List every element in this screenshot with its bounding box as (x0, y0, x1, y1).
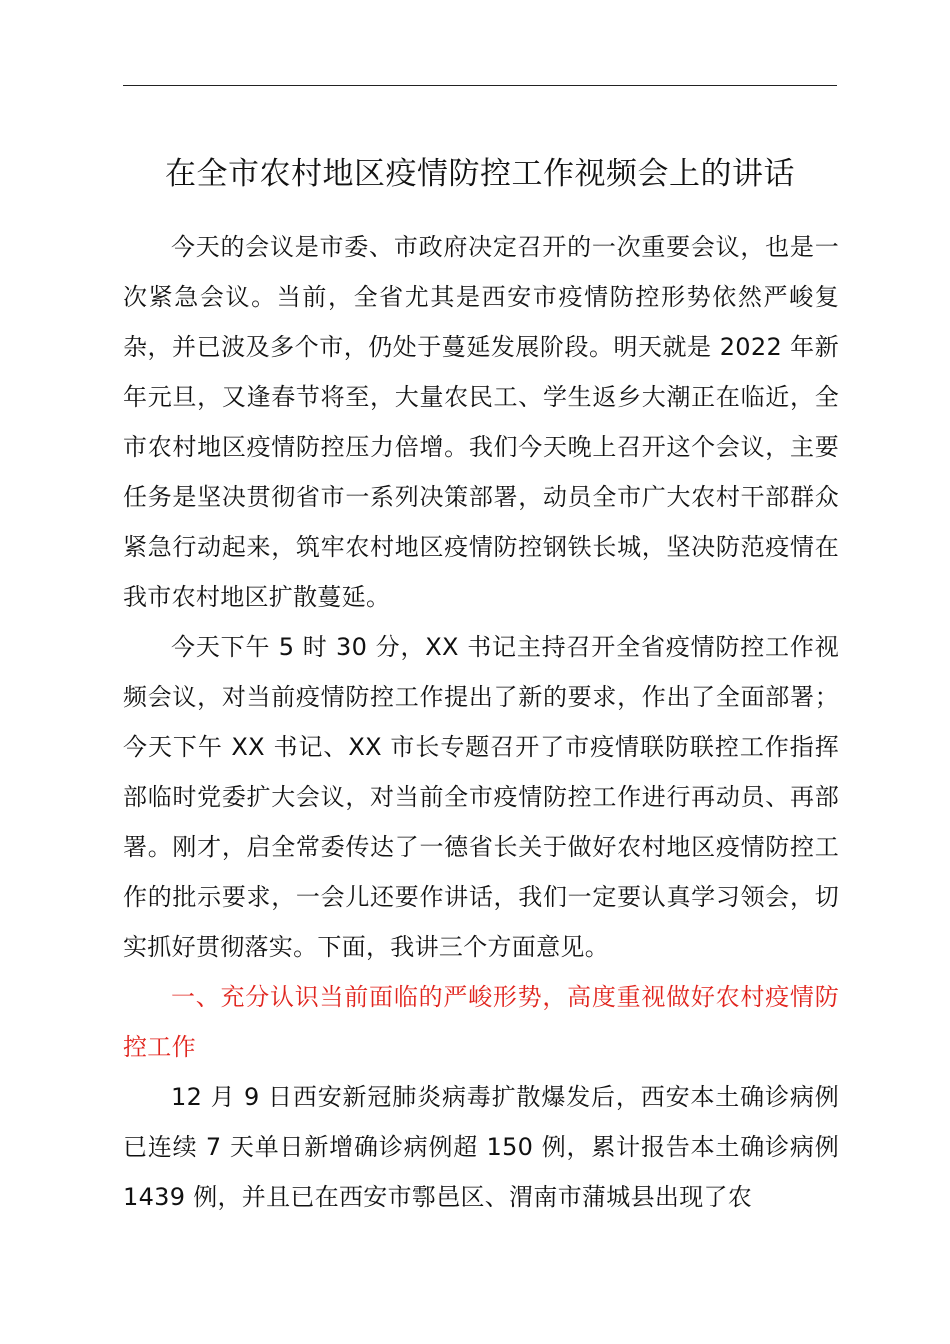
body-paragraph-2: 今天下午 5 时 30 分，XX 书记主持召开全省疫情防控工作视频会议，对当前疫情防控工作提出了新的要求，作出了全面部署；今天下午 XX 书记、XX 市长专题召开了市疫情联防联控工作指挥部临时党委扩大会议，对当前全市疫情防控工作进行再动员、再部署。刚才，启全常委传达了一德省长关于做好农村地区疫情防控工作的批示要求，一会儿还要作讲话，我们一定要认真学习领会，切实抓好贯彻落实。下面，我讲三个方面意见。 (123, 633, 840, 961)
section-heading-1: 一、充分认识当前面临的严峻形势，高度重视做好农村疫情防控工作 (123, 983, 839, 1061)
document-title: 在全市农村地区疫情防控工作视频会上的讲话 (165, 156, 795, 192)
body-paragraph-3: 12 月 9 日西安新冠肺炎病毒扩散爆发后，西安本土确诊病例已连续 7 天单日新增确诊病例超 150 例，累计报告本土确诊病例 1439 例，并且已在西安市鄠邑区、渭南市蒲城县出现了农 (123, 1083, 839, 1211)
header-rule (123, 85, 837, 86)
body-paragraph-1: 今天的会议是市委、市政府决定召开的一次重要会议，也是一次紧急会议。当前，全省尤其是西安市疫情防控形势依然严峻复杂，并已波及多个市，仍处于蔓延发展阶段。明天就是 2022 年新年元旦，又逢春节将至，大量农民工、学生返乡大潮正在临近，全市农村地区疫情防控压力倍增。我们今天晚上召开这个会议，主要任务是坚决贯彻省市一系列决策部署，动员全市广大农村干部群众紧急行动起来，筑牢农村地区疫情防控钢铁长城，坚决防范疫情在我市农村地区扩散蔓延。 (123, 233, 839, 611)
document-body (123, 222, 839, 1222)
